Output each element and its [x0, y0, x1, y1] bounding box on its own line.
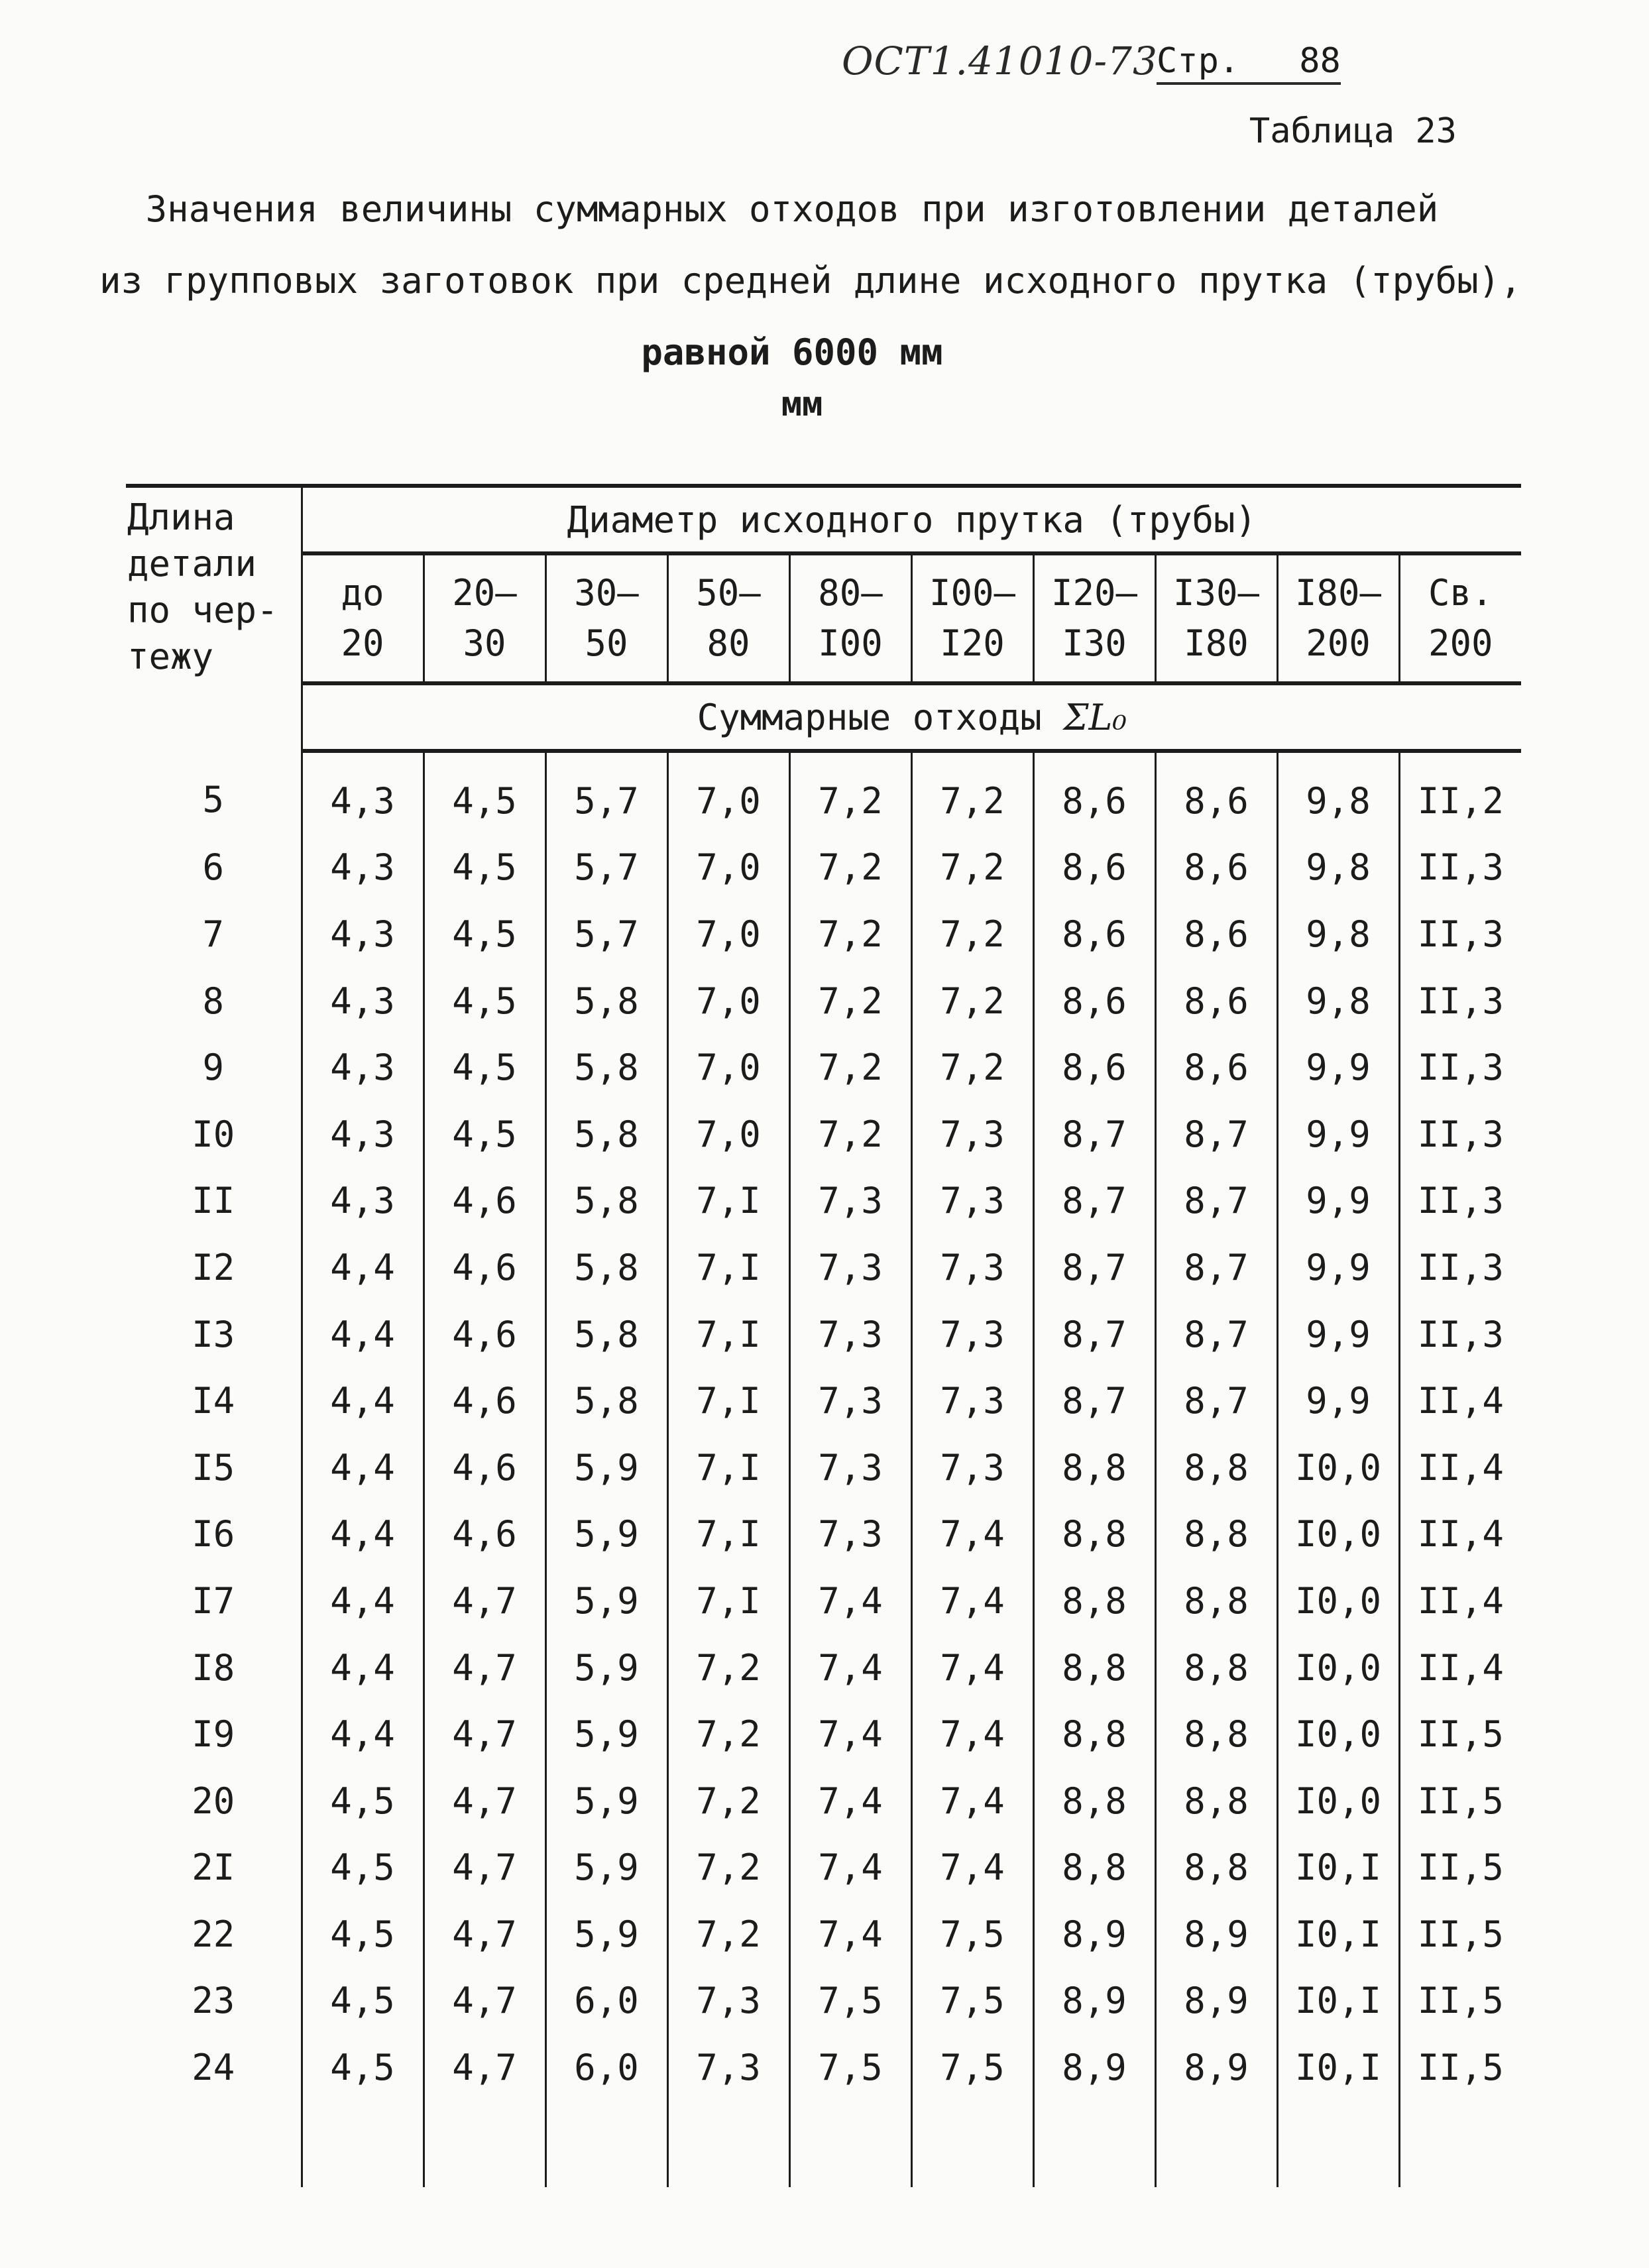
- waste-table: [126, 484, 1521, 2187]
- value-cell: 9,9: [1277, 1168, 1399, 1235]
- value-cell: 7,4: [789, 1567, 911, 1634]
- value-cell: 7,3: [911, 1367, 1033, 1434]
- value-cell: 5,8: [545, 1101, 667, 1168]
- value-cell: 8,8: [1033, 1835, 1155, 1901]
- empty-cell: [911, 2101, 1033, 2187]
- value-cell: 8,6: [1033, 751, 1155, 834]
- value-cell: 4,6: [424, 1168, 545, 1235]
- value-cell: II,3: [1417, 980, 1504, 1022]
- value-cell: 7,3: [789, 1168, 911, 1235]
- table-tail: [126, 2101, 1521, 2187]
- value-cell: II,3: [1417, 913, 1504, 955]
- value-cell: 7,3: [911, 1168, 1033, 1235]
- table-row: [126, 968, 1521, 1035]
- value-cell: 8,8: [1033, 1434, 1155, 1501]
- value-cell: 7,4: [789, 1835, 911, 1901]
- value-cell: 7,2: [667, 1701, 789, 1768]
- value-cell: 5,9: [545, 1901, 667, 1968]
- value-cell: 7,2: [789, 751, 911, 834]
- table-row: [126, 1835, 1521, 1901]
- value-cell: 7,2: [667, 1901, 789, 1968]
- value-cell: 5,9: [545, 1768, 667, 1835]
- title-line: из групповых заготовок при средней длине исходного прутка (трубы),: [99, 260, 1522, 302]
- value-cell: 8,8: [1155, 1835, 1277, 1901]
- empty-cell: [1033, 2101, 1155, 2187]
- value-cell: 5,7: [545, 834, 667, 901]
- value-cell: 4,5: [424, 1034, 545, 1101]
- value-cell: I0,0: [1277, 1634, 1399, 1701]
- value-cell: 7,4: [911, 1768, 1033, 1835]
- value-cell: 7,2: [911, 834, 1033, 901]
- value-cell: 8,8: [1033, 1501, 1155, 1568]
- value-cell: 7,I: [667, 1234, 789, 1301]
- diameter-range: I20– I30: [1033, 553, 1155, 683]
- value-cell: II,4: [1417, 1513, 1504, 1556]
- sum-header: Суммарные отходы ΣL₀: [302, 683, 1521, 751]
- value-cell: 4,3: [302, 901, 424, 968]
- value-cell: 9,9: [1277, 1367, 1399, 1434]
- value-cell: 7,4: [911, 1835, 1033, 1901]
- value-cell: 8,8: [1155, 1567, 1277, 1634]
- value-cell: 4,4: [302, 1501, 424, 1568]
- value-cell: 8,7: [1033, 1234, 1155, 1301]
- sum-symbol: ΣL₀: [1063, 696, 1127, 738]
- value-cell: 5,8: [545, 1034, 667, 1101]
- value-cell: 7,I: [667, 1168, 789, 1235]
- value-cell: 4,5: [424, 968, 545, 1035]
- value-cell: 4,5: [302, 2034, 424, 2101]
- table-row: [126, 1901, 1521, 1968]
- value-cell: 8,9: [1033, 1901, 1155, 1968]
- value-cell: II,2: [1417, 779, 1504, 822]
- value-cell: 8,8: [1155, 1634, 1277, 1701]
- empty-cell: [1399, 2101, 1521, 2187]
- value-cell: 7,3: [789, 1234, 911, 1301]
- value-cell: 7,5: [789, 2034, 911, 2101]
- empty-cell: [1155, 2101, 1277, 2187]
- value-cell: 7,2: [911, 968, 1033, 1035]
- value-cell: 7,4: [911, 1501, 1033, 1568]
- empty-cell: [545, 2101, 667, 2187]
- value-cell: II,4: [1417, 1380, 1504, 1422]
- diameter-range: I30– I80: [1155, 553, 1277, 683]
- value-cell: 4,6: [424, 1301, 545, 1368]
- value-cell: I0,0: [1277, 1701, 1399, 1768]
- value-cell: 5,9: [545, 1835, 667, 1901]
- value-cell: 7,2: [911, 751, 1033, 834]
- value-cell: 4,3: [302, 968, 424, 1035]
- value-cell: 7,0: [667, 901, 789, 968]
- value-cell: 7,2: [667, 1634, 789, 1701]
- diameter-ranges-row: [126, 553, 1521, 683]
- value-cell: 4,5: [302, 1901, 424, 1968]
- value-cell: 7,2: [789, 834, 911, 901]
- table-row: [126, 2034, 1521, 2101]
- value-cell: 4,5: [424, 751, 545, 834]
- value-cell: 9,8: [1277, 968, 1399, 1035]
- empty-cell: [667, 2101, 789, 2187]
- value-cell: 7,4: [789, 1768, 911, 1835]
- empty-cell: [424, 2101, 545, 2187]
- length-cell: I2: [126, 1234, 302, 1301]
- value-cell: 4,5: [302, 1768, 424, 1835]
- page-label: Стр.: [1157, 41, 1240, 81]
- length-cell: I0: [126, 1101, 302, 1168]
- value-cell: 6,0: [545, 1968, 667, 2035]
- value-cell: 4,6: [424, 1234, 545, 1301]
- value-cell: 7,I: [667, 1501, 789, 1568]
- value-cell: 5,9: [545, 1701, 667, 1768]
- value-cell: 7,4: [789, 1634, 911, 1701]
- value-cell: 5,9: [545, 1434, 667, 1501]
- value-cell: 5,8: [545, 1168, 667, 1235]
- unit-label: мм: [781, 384, 823, 424]
- value-cell: 5,7: [545, 901, 667, 968]
- value-cell: II,4: [1417, 1646, 1504, 1689]
- value-cell: 7,3: [789, 1367, 911, 1434]
- value-cell: 7,5: [911, 2034, 1033, 2101]
- length-cell: I3: [126, 1301, 302, 1368]
- value-cell: 5,8: [545, 1234, 667, 1301]
- value-cell: 8,8: [1155, 1768, 1277, 1835]
- table-row: [126, 1634, 1521, 1701]
- table-row: [126, 1768, 1521, 1835]
- value-cell: 7,0: [667, 968, 789, 1035]
- value-cell: I0,I: [1277, 1835, 1399, 1901]
- value-cell: 7,2: [789, 1034, 911, 1101]
- value-cell: 4,6: [424, 1501, 545, 1568]
- value-cell: 7,4: [911, 1701, 1033, 1768]
- value-cell: II,5: [1417, 1713, 1504, 1756]
- value-cell: 4,3: [302, 1168, 424, 1235]
- value-cell: 7,3: [667, 1968, 789, 2035]
- value-cell: I0,0: [1277, 1768, 1399, 1835]
- value-cell: 8,6: [1155, 751, 1277, 834]
- length-cell: 2I: [126, 1835, 302, 1901]
- value-cell: 6,0: [545, 2034, 667, 2101]
- value-cell: 8,9: [1033, 1968, 1155, 2035]
- value-cell: 8,7: [1033, 1168, 1155, 1235]
- value-cell: 8,7: [1033, 1301, 1155, 1368]
- diameter-header: Диаметр исходного прутка (трубы): [302, 486, 1521, 553]
- value-cell: II,5: [1417, 1913, 1504, 1955]
- value-cell: 4,7: [424, 2034, 545, 2101]
- value-cell: 8,8: [1033, 1768, 1155, 1835]
- table-row: [126, 1567, 1521, 1634]
- length-cell: 20: [126, 1768, 302, 1835]
- value-cell: 8,6: [1155, 834, 1277, 901]
- diameter-range: Св. 200: [1399, 553, 1521, 683]
- length-cell: I8: [126, 1634, 302, 1701]
- value-cell: 8,9: [1155, 2034, 1277, 2101]
- value-cell: 7,4: [911, 1567, 1033, 1634]
- value-cell: 8,7: [1155, 1301, 1277, 1368]
- empty-cell: [126, 2101, 302, 2187]
- value-cell: II,4: [1417, 1446, 1504, 1489]
- value-cell: 4,6: [424, 1367, 545, 1434]
- value-cell: 9,8: [1277, 901, 1399, 968]
- value-cell: 5,8: [545, 968, 667, 1035]
- value-cell: 8,8: [1033, 1567, 1155, 1634]
- value-cell: 4,5: [424, 1101, 545, 1168]
- value-cell: 5,9: [545, 1634, 667, 1701]
- value-cell: 9,9: [1277, 1101, 1399, 1168]
- empty-cell: [1277, 2101, 1399, 2187]
- table-title: [99, 174, 1522, 388]
- value-cell: 7,2: [667, 1835, 789, 1901]
- value-cell: II,3: [1417, 846, 1504, 889]
- value-cell: 8,7: [1155, 1367, 1277, 1434]
- value-cell: 5,7: [545, 751, 667, 834]
- table-row: [126, 1501, 1521, 1568]
- table-row: [126, 1234, 1521, 1301]
- length-header: Длина детали по чер- тежу: [126, 486, 302, 751]
- value-cell: I0,I: [1277, 1901, 1399, 1968]
- page-reference: [1157, 41, 1341, 85]
- value-cell: 4,7: [424, 1634, 545, 1701]
- value-cell: 8,7: [1033, 1367, 1155, 1434]
- value-cell: 7,3: [667, 2034, 789, 2101]
- table-row: [126, 1168, 1521, 1235]
- value-cell: II,3: [1417, 1313, 1504, 1355]
- value-cell: 5,8: [545, 1367, 667, 1434]
- diameter-range: I80– 200: [1277, 553, 1399, 683]
- value-cell: 4,4: [302, 1234, 424, 1301]
- value-cell: II,3: [1417, 1180, 1504, 1222]
- table-number: Таблица 23: [1249, 111, 1457, 151]
- title-line: Значения величины суммарных отходов при изготовлении деталей: [145, 188, 1439, 230]
- value-cell: 8,7: [1033, 1101, 1155, 1168]
- value-cell: I0,0: [1277, 1434, 1399, 1501]
- value-cell: 4,5: [302, 1835, 424, 1901]
- value-cell: 4,5: [424, 901, 545, 968]
- diameter-range: 30– 50: [545, 553, 667, 683]
- value-cell: 7,4: [789, 1901, 911, 1968]
- value-cell: II,5: [1417, 1846, 1504, 1889]
- length-cell: I4: [126, 1367, 302, 1434]
- value-cell: 7,5: [911, 1901, 1033, 1968]
- value-cell: 4,5: [424, 834, 545, 901]
- table-row: [126, 1301, 1521, 1368]
- value-cell: 7,4: [911, 1634, 1033, 1701]
- value-cell: II,3: [1417, 1113, 1504, 1155]
- value-cell: 7,0: [667, 1101, 789, 1168]
- table-row: [126, 751, 1521, 834]
- empty-cell: [302, 2101, 424, 2187]
- value-cell: II,5: [1417, 1780, 1504, 1822]
- value-cell: 9,9: [1277, 1034, 1399, 1101]
- value-cell: 4,3: [302, 1101, 424, 1168]
- value-cell: 8,6: [1155, 901, 1277, 968]
- length-cell: 6: [126, 834, 302, 901]
- value-cell: 7,2: [789, 901, 911, 968]
- diameter-range: 80– I00: [789, 553, 911, 683]
- value-cell: II,3: [1417, 1246, 1504, 1288]
- value-cell: 8,6: [1155, 968, 1277, 1035]
- value-cell: 4,7: [424, 1901, 545, 1968]
- length-cell: I6: [126, 1501, 302, 1568]
- value-cell: 7,3: [911, 1101, 1033, 1168]
- value-cell: 9,8: [1277, 751, 1399, 834]
- value-cell: 7,2: [789, 968, 911, 1035]
- value-cell: 8,9: [1155, 1968, 1277, 2035]
- value-cell: 7,5: [911, 1968, 1033, 2035]
- value-cell: 8,9: [1155, 1901, 1277, 1968]
- value-cell: 4,4: [302, 1434, 424, 1501]
- value-cell: 8,6: [1033, 834, 1155, 901]
- value-cell: 9,9: [1277, 1301, 1399, 1368]
- value-cell: 7,3: [789, 1434, 911, 1501]
- value-cell: 7,3: [911, 1434, 1033, 1501]
- empty-cell: [789, 2101, 911, 2187]
- diameter-range: до 20: [302, 553, 424, 683]
- length-cell: 22: [126, 1901, 302, 1968]
- value-cell: 4,7: [424, 1567, 545, 1634]
- value-cell: 8,8: [1033, 1634, 1155, 1701]
- value-cell: 8,7: [1155, 1101, 1277, 1168]
- value-cell: 4,7: [424, 1768, 545, 1835]
- value-cell: 8,7: [1155, 1234, 1277, 1301]
- value-cell: 8,8: [1155, 1501, 1277, 1568]
- table-row: [126, 901, 1521, 968]
- value-cell: 4,7: [424, 1968, 545, 2035]
- value-cell: 7,I: [667, 1301, 789, 1368]
- value-cell: 7,0: [667, 751, 789, 834]
- diameter-range: I00– I20: [911, 553, 1033, 683]
- value-cell: 4,4: [302, 1701, 424, 1768]
- table-row: [126, 1101, 1521, 1168]
- value-cell: 4,7: [424, 1701, 545, 1768]
- value-cell: 7,2: [667, 1768, 789, 1835]
- value-cell: 4,4: [302, 1301, 424, 1368]
- table-body: [126, 751, 1521, 2187]
- value-cell: II,5: [1417, 2047, 1504, 2089]
- value-cell: 7,3: [911, 1301, 1033, 1368]
- length-cell: II: [126, 1168, 302, 1235]
- diameter-range: 20– 30: [424, 553, 545, 683]
- length-cell: 7: [126, 901, 302, 968]
- value-cell: 8,8: [1033, 1701, 1155, 1768]
- value-cell: 5,9: [545, 1501, 667, 1568]
- value-cell: 7,I: [667, 1367, 789, 1434]
- value-cell: I0,I: [1277, 1968, 1399, 2035]
- value-cell: I0,0: [1277, 1567, 1399, 1634]
- table-row: [126, 1367, 1521, 1434]
- value-cell: 7,2: [911, 901, 1033, 968]
- value-cell: 8,9: [1033, 2034, 1155, 2101]
- page-number: 88: [1299, 41, 1341, 81]
- value-cell: 4,5: [302, 1968, 424, 2035]
- value-cell: 4,4: [302, 1367, 424, 1434]
- value-cell: 7,2: [911, 1034, 1033, 1101]
- length-cell: 8: [126, 968, 302, 1035]
- value-cell: 4,4: [302, 1634, 424, 1701]
- table-row: [126, 1701, 1521, 1768]
- value-cell: 7,4: [789, 1701, 911, 1768]
- value-cell: 8,6: [1033, 1034, 1155, 1101]
- value-cell: 9,8: [1277, 834, 1399, 901]
- value-cell: II,4: [1417, 1579, 1504, 1622]
- length-cell: 23: [126, 1968, 302, 2035]
- value-cell: 7,3: [789, 1301, 911, 1368]
- table-row: [126, 834, 1521, 901]
- value-cell: 4,3: [302, 751, 424, 834]
- title-line: равной 6000 мм: [641, 331, 943, 373]
- value-cell: II,3: [1417, 1047, 1504, 1089]
- length-cell: 9: [126, 1034, 302, 1101]
- value-cell: 5,9: [545, 1567, 667, 1634]
- value-cell: 8,7: [1155, 1168, 1277, 1235]
- value-cell: 7,3: [789, 1501, 911, 1568]
- value-cell: 8,6: [1033, 968, 1155, 1035]
- value-cell: I0,0: [1277, 1501, 1399, 1568]
- value-cell: 4,3: [302, 1034, 424, 1101]
- value-cell: 4,3: [302, 834, 424, 901]
- value-cell: 9,9: [1277, 1234, 1399, 1301]
- value-cell: I0,I: [1277, 2034, 1399, 2101]
- value-cell: 7,I: [667, 1567, 789, 1634]
- value-cell: 8,6: [1155, 1034, 1277, 1101]
- table-row: [126, 1434, 1521, 1501]
- length-cell: I7: [126, 1567, 302, 1634]
- value-cell: 7,5: [789, 1968, 911, 2035]
- length-cell: I5: [126, 1434, 302, 1501]
- value-cell: 4,7: [424, 1835, 545, 1901]
- table-row: [126, 1968, 1521, 2035]
- value-cell: 7,2: [789, 1101, 911, 1168]
- value-cell: 8,6: [1033, 901, 1155, 968]
- value-cell: 7,0: [667, 834, 789, 901]
- length-cell: 24: [126, 2034, 302, 2101]
- table-row: [126, 1034, 1521, 1101]
- value-cell: 4,6: [424, 1434, 545, 1501]
- value-cell: 5,8: [545, 1301, 667, 1368]
- value-cell: 4,4: [302, 1567, 424, 1634]
- diameter-range: 50– 80: [667, 553, 789, 683]
- value-cell: 8,8: [1155, 1434, 1277, 1501]
- value-cell: 7,0: [667, 1034, 789, 1101]
- document-code: ОСТ1.41010-73: [842, 38, 1158, 84]
- value-cell: 8,8: [1155, 1701, 1277, 1768]
- value-cell: 7,3: [911, 1234, 1033, 1301]
- value-cell: II,5: [1417, 1980, 1504, 2022]
- length-cell: I9: [126, 1701, 302, 1768]
- length-cell: 5: [126, 751, 302, 834]
- value-cell: 7,I: [667, 1434, 789, 1501]
